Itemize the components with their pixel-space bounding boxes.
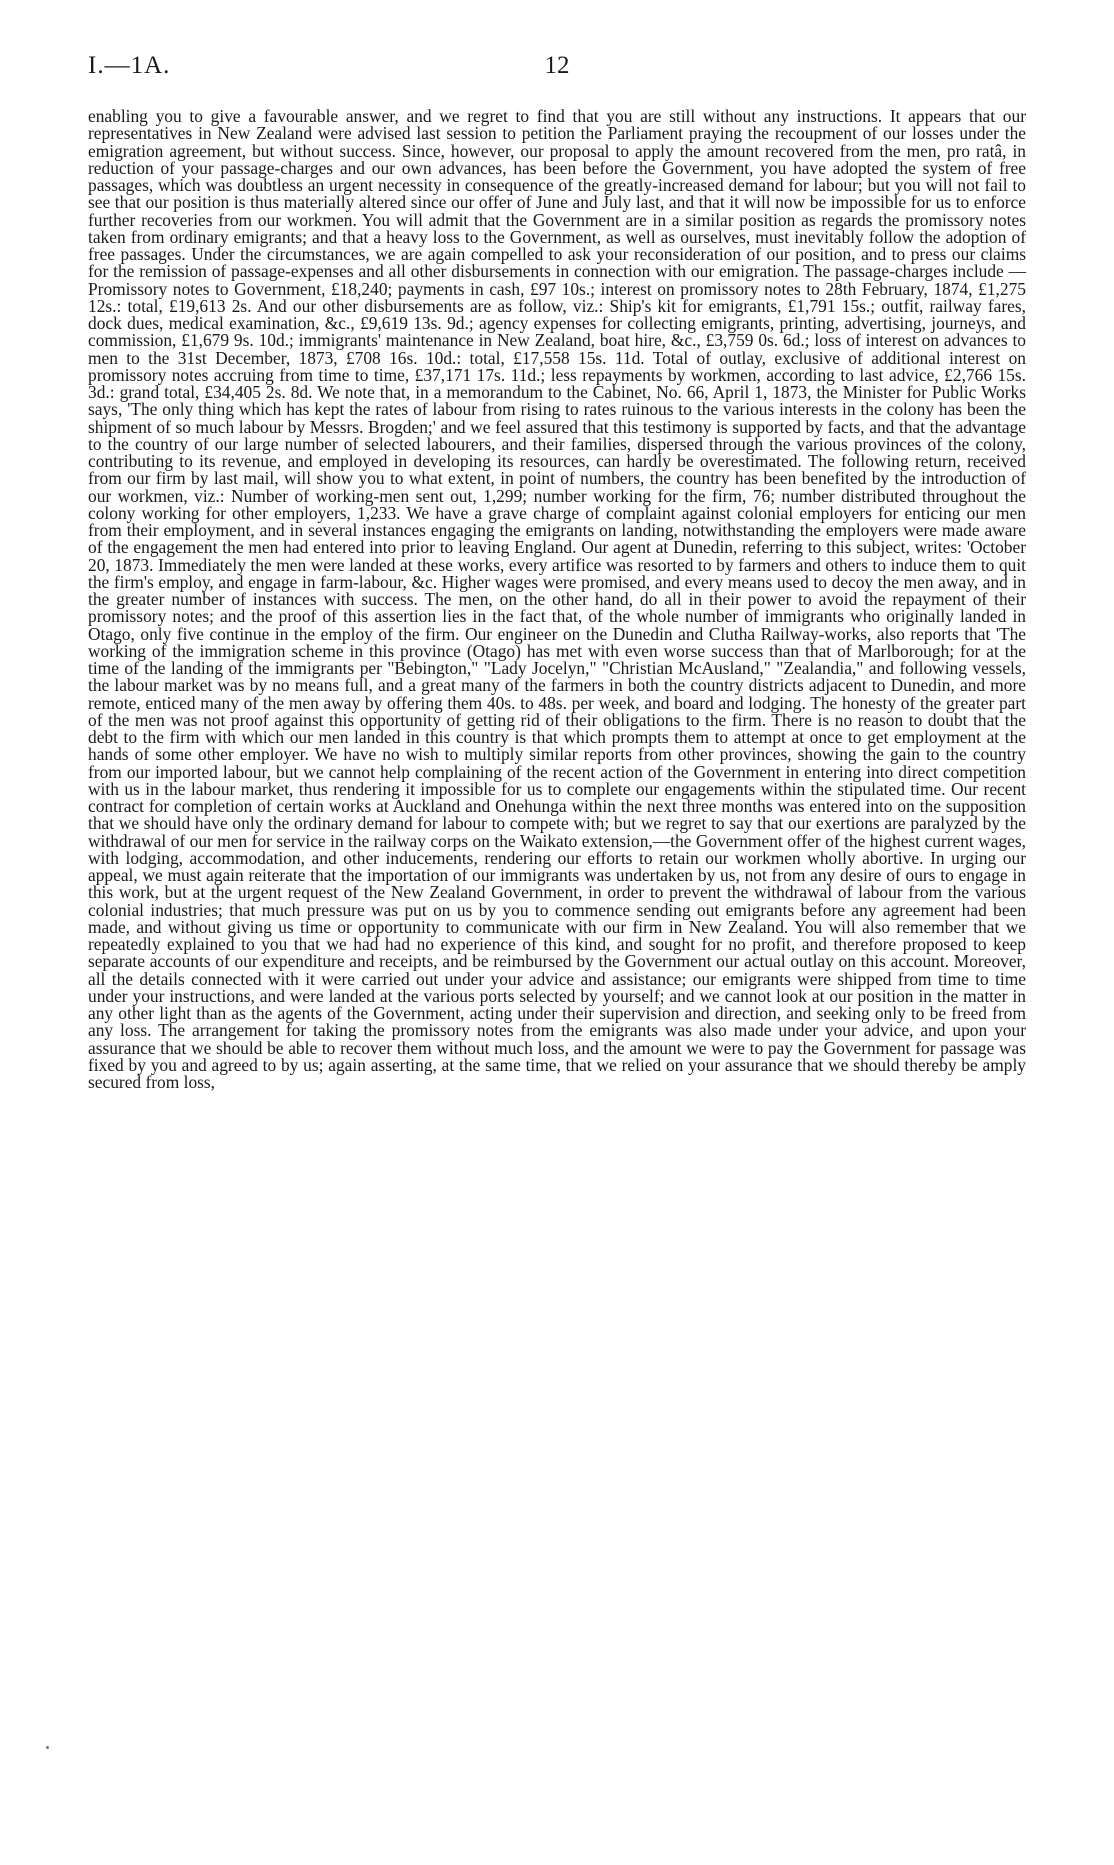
body-paragraph: enabling you to give a favourable answer, and we regret to find that you are still without any instructions. It appears that our representatives in New Zealand were advised last session to petition the Parliament praying the recoupment of our losses under the emigration agreement, but without success. Since, however, our proposal to apply the amount recovered from the men, pro ratâ, in reduction of your passage-charges and our own advances, has been before the Government, you have adopted the system of free passages, which was doubtless an urgent necessity in consequence of the greatly-increased demand for labour; but you will not fail to see that our position is thus materially altered since our offer of June and July last, and that it will now be impossible for us to enforce further recoveries from our workmen. You will admit that the Government are in a similar position as regards the promissory notes taken from ordinary emigrants; and that a heavy loss to the Government, as well as ourselves, must inevitably follow the adoption of free passages. Under the circumstances, we are again compelled to ask your reconsideration of our position, and to press our claims for the remission of passage-expenses and all other disbursements in connection with our emigration. The passage-charges include —Promissory notes to Government, £18,240; payments in cash, £97 10s.; interest on promissory notes to 28th February, 1874, £1,275 12s.: total, £19,613 2s. And our other disbursements are as follow, viz.: Ship's kit for emigrants, £1,791 15s.; outfit, railway fares, dock dues, medical examination, &c., £9,619 13s. 9d.; agency expenses for collecting emigrants, printing, advertising, journeys, and commission, £1,679 9s. 10d.; immigrants' maintenance in New Zealand, boat hire, &c., £3,759 0s. 6d.; loss of interest on advances to men to the 31st December, 1873, £708 16s. 10d.: total, £17,558 15s. 11d. Total of outlay, exclusive of additional interest on promissory notes accruing from time to time, £37,171 17s. 11d.; less repayments by workmen, according to last advice, £2,766 15s. 3d.: grand total, £34,405 2s. 8d. We note that, in a memorandum to the Cabinet, No. 66, April 1, 1873, the Minister for Public Works says, 'The only thing which has kept the rates of labour from rising to rates ruinous to the various interests in the colony has been the shipment of so much labour by Messrs. Brogden;' and we feel assured that this testimony is supported by facts, and that the advantage to the country of our large number of selected labourers, and their families, dispersed through the various provinces of the colony, contributing to its revenue, and employed in developing its resources, can hardly be overestimated. The following return, received from our firm by last mail, will show you to what extent, in point of numbers, the country has been benefited by the introduction of our workmen, viz.: Number of working-men sent out, 1,299; number working for the firm, 76; number distributed throughout the colony working for other employers, 1,233. We have a grave charge of complaint against colonial employers for enticing our men from their employment, and in several instances engaging the emigrants on landing, notwithstanding the employers were made aware of the engagement the men had entered into prior to leaving England. Our agent at Dunedin, referring to this subject, writes: 'October 20, 1873. Immediately the men were landed at these works, every artifice was resorted to by farmers and others to induce them to quit the firm's employ, and engage in farm-labour, &c. Higher wages were promised, and every means used to decoy the men away, and in the greater number of instances with success. The men, on the other hand, do all in their power to avoid the repayment of their promissory notes; and the proof of this assertion lies in the fact that, of the whole number of immigrants who originally landed in Otago, only five continue in the employ of the firm. Our engineer on the Dunedin and Clutha Railway-works, also reports that 'The working of the immigration scheme in this province (Otago) has met with even worse success than that of Marlborough; for at the time of the landing of the immigrants per "Bebington," "Lady Jocelyn," "Christian McAusland," "Zealandia," and following vessels, the labour market was by no means full, and a great many of the farmers in both the country districts adjacent to Dunedin, and more remote, enticed many of the men away by offering them 40s. to 48s. per week, and board and lodging. The honesty of the greater part of the men was not proof against this opportunity of getting rid of their obligations to the firm. There is no reason to doubt that the debt to the firm with which our men landed in this country is that which prompts them to attempt at once to get employment at the hands of some other employer. We have no wish to multiply similar reports from other provinces, showing the gain to the country from our imported labour, but we cannot help complaining of the recent action of the Government in entering into direct competition with us in the labour market, thus rendering it impossible for us to complete our engagements within the stipulated time. Our recent contract for completion of certain works at Auckland and Onehunga within the next three months was entered into on the supposition that we should have only the ordinary demand for labour to compete with; but we regret to say that our exertions are paralyzed by the withdrawal of our men for service in the railway corps on the Waikato extension,—the Government offer of the highest current wages, with lodging, accommodation, and other inducements, rendering our efforts to retain our workmen wholly abortive. In urging our appeal, we must again reiterate that the importation of our immigrants was undertaken by us, not from any desire of ours to engage in this work, but at the urgent request of the New Zealand Government, in order to prevent the withdrawal of labour from the various colonial industries; that much pressure was put on us by you to commence sending out emigrants before any agreement had been made, and without giving us time or opportunity to communicate with our firm in New Zealand. You will also remember that we repeatedly explained to you that we had had no experience of this kind, and sought for no profit, and therefore proposed to keep separate accounts of our expenditure and receipts, and be reimbursed by the Government our actual outlay on this account. Moreover, all the details connected with it were carried out under your advice and assistance; our emigrants were shipped from time to time under your instructions, and were landed at the various ports selected by yourself; and we cannot look at our position in the matter in any other light than as the agents of the Government, acting under their supervision and direction, and seeking only to be freed from any loss. The arrangement for taking the promissory notes from the emigrants was also made under your advice, and upon your assurance that we should be able to recover them without much loss, and the amount we were to pay the Government for passage was fixed by you and agreed to by us; again asserting, at the same time, that we relied on your assurance that we should thereby be amply secured from loss, [88, 106, 1026, 1092]
margin-speck [46, 1746, 49, 1749]
page-number: 12 [544, 52, 570, 79]
document-reference: I.—1A. [88, 52, 171, 79]
page-header [88, 52, 1026, 92]
